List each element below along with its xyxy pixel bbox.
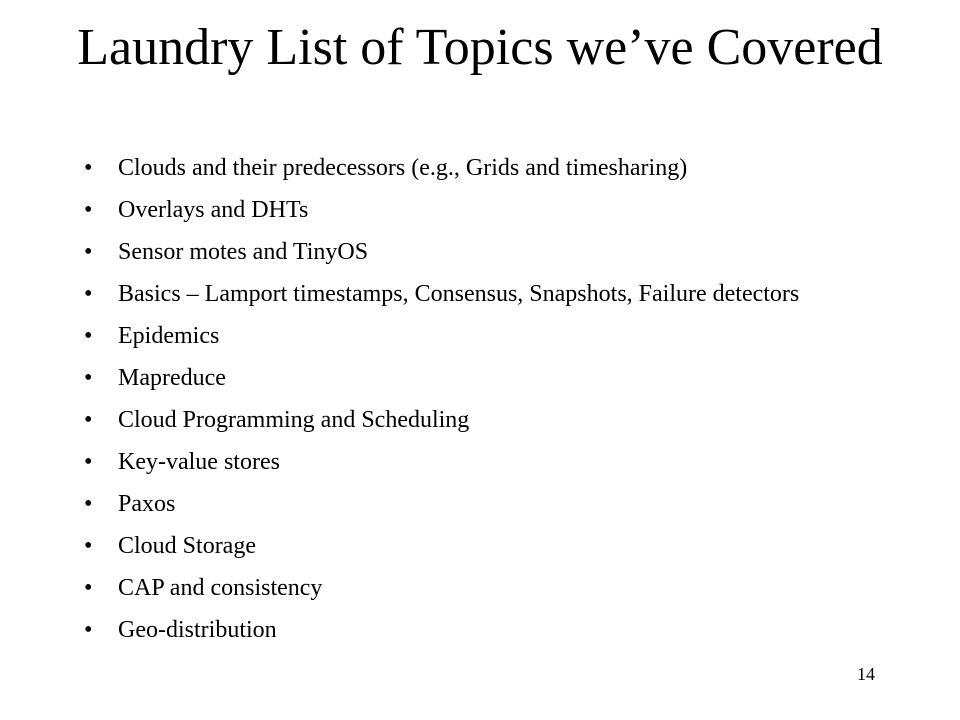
list-item-label: Epidemics [118, 323, 220, 349]
bullet-icon: • [84, 281, 93, 307]
bullet-icon: • [84, 239, 93, 265]
list-item-label: Paxos [118, 491, 176, 517]
list-item-label: Cloud Storage [118, 533, 256, 559]
list-item [84, 281, 884, 307]
list-item-label: Key-value stores [118, 449, 280, 475]
list-item-label: Mapreduce [118, 365, 226, 391]
list-item-label: CAP and consistency [118, 575, 323, 601]
bullet-icon: • [84, 197, 93, 223]
bullet-icon: • [84, 407, 93, 433]
list-item [84, 533, 884, 559]
list-item-label: Basics – Lamport timestamps, Consensus, Snapshots, Failure detectors [118, 281, 800, 307]
list-item [84, 617, 884, 643]
list-item [84, 491, 884, 517]
slide-number: 14 [857, 664, 875, 684]
bullet-icon: • [84, 365, 93, 391]
list-item [84, 575, 884, 601]
bullet-icon: • [84, 449, 93, 475]
bullet-icon: • [84, 617, 93, 643]
list-item [84, 449, 884, 475]
list-item [84, 197, 884, 223]
list-item [84, 323, 884, 349]
list-item [84, 155, 884, 181]
slide-title: Laundry List of Topics we’ve Covered [77, 19, 883, 76]
list-item [84, 407, 884, 433]
bullet-icon: • [84, 575, 93, 601]
list-item [84, 239, 884, 265]
list-item [84, 365, 884, 391]
list-item-label: Overlays and DHTs [118, 197, 309, 223]
bullet-icon: • [84, 155, 93, 181]
bullet-icon: • [84, 491, 93, 517]
bullet-icon: • [84, 533, 93, 559]
list-item-label: Cloud Programming and Scheduling [118, 407, 470, 433]
list-item-label: Sensor motes and TinyOS [118, 239, 369, 265]
list-item-label: Clouds and their predecessors (e.g., Grids and timesharing) [118, 155, 688, 181]
topic-list [84, 155, 884, 659]
list-item-label: Geo-distribution [118, 617, 277, 643]
bullet-icon: • [84, 323, 93, 349]
